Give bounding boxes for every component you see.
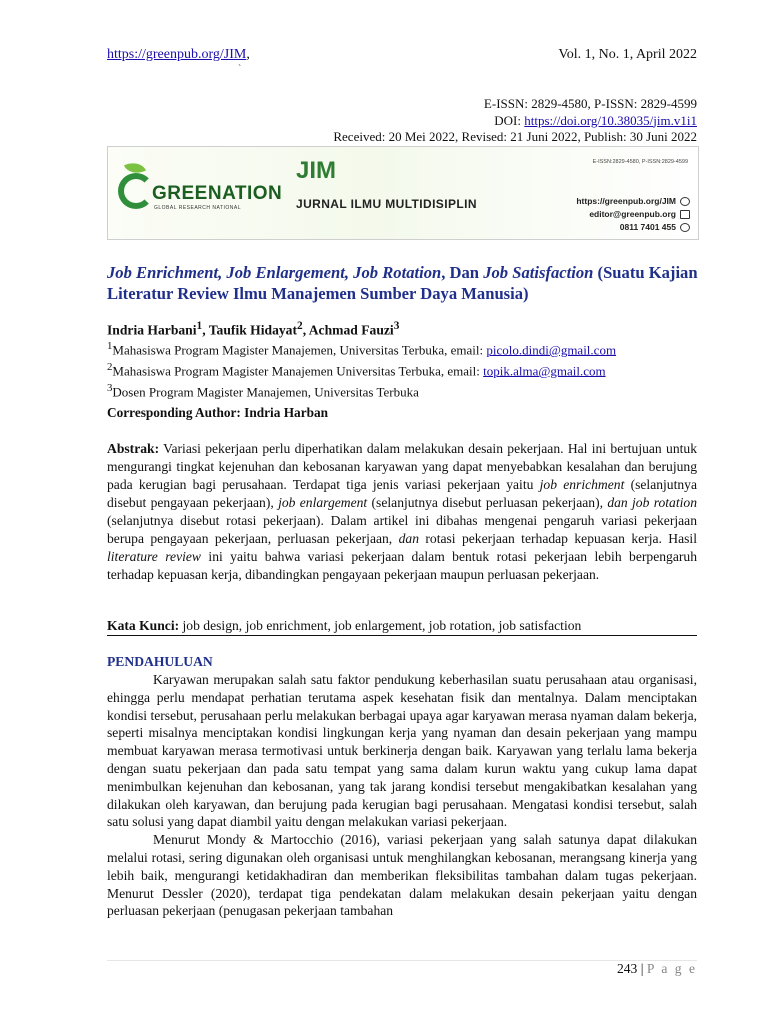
footer-rule [107,960,697,961]
aff-2-email-link[interactable]: topik.alma@gmail.com [483,363,606,379]
abstract-t3: (selanjutnya disebut perluasan pekerjaan) [367,495,600,510]
url-suffix: , [246,47,250,62]
journal-url-line [107,46,250,64]
page-sep: | [637,961,647,976]
whatsapp-icon [680,223,690,232]
banner-email: editor@greenpub.org [589,209,676,219]
journal-url-link[interactable]: https://greenpub.org/JIM [107,47,247,62]
body-text [107,671,697,920]
journal-abbr: JIM [296,157,337,184]
greenation-logo-icon [118,173,154,209]
author-2: , Taufik Hidayat [202,322,298,338]
author-3-sup: 3 [393,320,400,332]
abstract-t1: Variasi pekerjaan perlu diperhatikan dalam melakukan desain pekerjaan. Hal ini bertujuan untuk mengurangi tingkat kejenuhan dan kebosanan karyawan yang dapat menyebabkan kesalahan dan berujung pada kerugian bagi perusahaan. Terdapat tiga jenis variasi pekerjaan yaitu [107,441,697,492]
aff-3-sup: 3 [107,381,113,394]
author-list [107,320,399,339]
abstract-t2: (selanjutnya disebut pengayaan pekerjaan) [107,477,697,510]
banner-contact [576,195,690,234]
section-heading: PENDAHULUAN [107,654,213,669]
title-part-3: Job Satisfaction [483,263,594,282]
author-2-sup: 2 [297,320,303,332]
author-1-sup: 1 [196,320,203,332]
abstract-label: Abstrak: [107,441,160,456]
doi-label: DOI: [494,112,525,128]
paragraph-1: Karyawan merupakan salah satu faktor pendukung keberhasilan suatu perusahaan atau organisasi, ehingga perlu mendapat perhatian terutama aspek kesehatan fisik dan mentalnya. Dalam menciptakan kondisi tersebut, perusahaan perlu melakukan berbagai upaya agar karyawan merasa nyaman dalam bekerja, seperti misalnya menciptakan kondisi lingkungan kerja yang nyaman dan desain pekerjaan yang mampu membuat karyawan merasa termotivasi untuk berkinerja dengan baik. Karyawan yang terlalu lama bekerja dengan suatu pekerjaan dan pada satu tempat yang sama dalam kurun waktu yang cukup lama dapat menimbulkan kejenuhan dan kebosanan, yang tak jarang kondisi tersebut mengakibatkan kesalahan yang dilakukan oleh karyawan, dan berujung pada kerugian bagi perusahaan. Mengatasi kondisi tersebut, salah satu solusi yang dapat diambil yaitu dengan melakukan variasi pekerjaan. [107,672,697,830]
aff-2-sup: 2 [107,360,113,373]
doi-link[interactable]: https://doi.org/10.38035/jim.v1i1 [524,112,697,128]
article-title [107,262,704,304]
corresponding-author: Corresponding Author: Indria Harban [107,405,329,420]
keywords-label: Kata Kunci: [107,618,180,633]
affiliation-2 [107,359,616,380]
abstract-t5: rotasi pekerjaan terhadap kepuasan kerja. Hasil [418,531,697,546]
affiliation-1 [107,338,616,359]
author-3: , Achmad Fauzi [302,322,394,338]
dates-line: Received: 20 Mei 2022, Revised: 21 Juni 2022, Publish: 30 Juni 2022 [333,129,697,144]
banner-phone: 0811 7401 455 [619,222,676,232]
journal-banner [107,146,699,240]
keywords-text: job design, job enrichment, job enlargement, job rotation, job satisfaction [179,618,582,633]
abstract-i4: dan [398,531,419,546]
mail-icon [680,210,690,219]
logo-text: GREENATION [152,183,283,204]
paragraph-2: Menurut Mondy & Martocchio (2016), variasi pekerjaan yang salah satunya dapat dilakukan melalui rotasi, sering digunakan oleh organisasi untuk menghilangkan kebosanan, merangsang kinerja yang lebih baik, mengurangi ketidakhadiran dan memberikan fleksibilitas tambahan dalam tugas pekerjaan. Menurut Dessler (2020), terdapat tiga pendekatan dalam melakukan desain pekerjaan yaitu dengan perluasan pekerjaan (penugasan pekerjaan tambahan [107,832,697,919]
abstract-i2: , job enlargement [270,495,368,510]
page-label: P a g e [646,961,697,976]
globe-icon [680,197,690,206]
aff-1-text: Mahasiswa Program Magister Manajemen, Universitas Terbuka, email: [112,342,487,358]
volume-info: Vol. 1, No. 1, April 2022 [558,47,697,62]
page-number [617,961,697,977]
journal-name: JURNAL ILMU MULTIDISIPLIN [296,197,477,211]
abstract-t4: (selanjutnya disebut rotasi pekerjaan). Dalam artikel ini dibahas mengenai pengaruh variasi pekerjaan berupa pengayaan pekerjaan, perluasan pekerjaan, [107,513,697,546]
title-part-1: Job Enrichment, Job Enlargement, Job Rotation [107,263,442,282]
abstract-i3: , dan job rotation [599,495,697,510]
doi-line [333,113,697,130]
abstract-t6: ini yaitu bahwa variasi pekerjaan dalam bentuk rotasi pekerjaan lebih berpengaruh terhadap kepuasan kerja, dibandingkan pengayaan pekerjaan maupun perluasan pekerjaan. [107,549,697,582]
aff-2-text: Mahasiswa Program Magister Manajemen Universitas Terbuka, email: [112,363,484,379]
page-number-value: 243 [616,961,638,976]
aff-1-email-link[interactable]: picolo.dindi@gmail.com [486,342,617,358]
aff-1-sup: 1 [107,340,113,352]
issn-line: E-ISSN: 2829-4580, P-ISSN: 2829-4599 [483,96,697,111]
stray-mark: ` [238,64,242,75]
aff-3-text: Dosen Program Magister Manajemen, Universitas Terbuka [112,383,419,399]
title-part-4: (Suatu Kajian Literatur Review Ilmu Manajemen Sumber Daya Manusia) [107,263,698,303]
logo-subtitle: GLOBAL RESEARCH NATIONAL [154,205,242,211]
banner-site: https://greenpub.org/JIM [576,196,676,206]
abstract-i1: job enrichment [539,477,625,492]
author-1: Indria Harbani [107,322,197,338]
affiliations [107,338,616,400]
title-part-2: , Dan [441,263,484,282]
abstract [107,440,697,584]
banner-issn: E-ISSN:2829-4580, P-ISSN:2829-4599 [592,159,688,165]
abstract-i5: literature review [107,549,201,564]
article-meta [333,96,697,146]
affiliation-3 [107,380,616,401]
keywords [107,618,697,636]
